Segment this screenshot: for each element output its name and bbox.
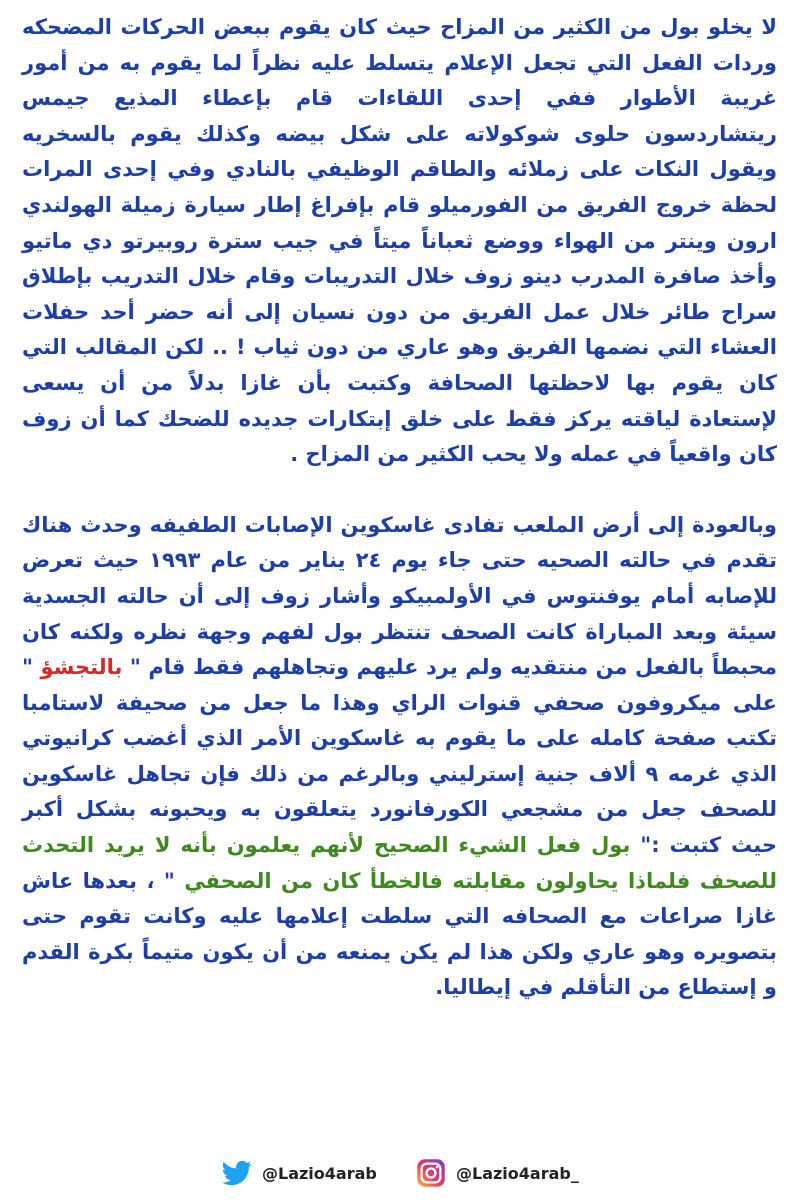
paragraph-2-part-2: " على ميكروفون صحفي قنوات الراي وهذا ما جعل من صحيفة لاستامبا تكتب صفحة كامله على ما يقوم به غاسكوين الأمر الذي أغضب كرانيوتي الذي غرمه ٩ ألاف جنية إسترليني وبالرغم من ذلك فإن تجاهل غاسكوين للصحف جعل من مشجعي الكورفانورد يتعلقون به ويحبونه بشكل أكبر حيث كتبت :" — [22, 655, 777, 858]
instagram-link[interactable] — [416, 1158, 579, 1188]
twitter-handle: @Lazio4arab — [262, 1163, 377, 1183]
twitter-bird-icon — [222, 1158, 252, 1188]
social-footer — [0, 1158, 799, 1188]
paragraph-2-part-3: " ، بعدها عاش غازا صراعات مع الصحافه التي سلطت إعلامها عليه وكانت تقوم حتى بتصويره وهو عاري ولكن هذا لم يكن يمنعه من أن يكون متيماً بكرة القدم و إستطاع من التأقلم في إيطاليا. — [22, 868, 777, 1000]
twitter-link[interactable] — [222, 1158, 377, 1188]
highlight-red-word: بالتجشؤ — [32, 655, 130, 680]
paragraph-2-part-1: وبالعودة إلى أرض الملعب تفادى غاسكوين الإصابات الطفيفه وحدث هناك تقدم في حالته الصحيه حتى جاء يوم ٢٤ يناير من عام ١٩٩٣ حيث تعرض للإصابه أمام يوفنتوس في الأولمبيكو وأشار زوف إلى أن حالته الجسدية سيئة وبعد المباراة كانت الصحف تنتظر بول لفهم وجهة نظره ولكنه كان محبطاً بالفعل من منتقديه ولم يرد عليهم وتجاهلهم فقط قام " — [22, 512, 777, 680]
paragraph-1-text: لا يخلو بول من الكثير من المزاح حيث كان يقوم ببعض الحركات المضحكه وردات الفعل التي تجعل الإعلام يتسلط عليه نظراً لما يقوم به من أمور غريبة الأطوار ففي إحدى اللقاءات قام بإعطاء المذيع جيمس ريتشاردسون حلوى شوكولاته على شكل بيضه وكذلك يقوم بالسخريه ويقول النكات على زملائه والطاقم الوظيفي بالنادي وفي إحدى المرات لحظة خروج الفريق من الفورميلو قام بإفراغ إطار سيارة زميلة الهولندي ارون وينتر من الهواء ووضع ثعباناً ميتاً في جيب سترة روبيرتو دي ماتيو وأخذ صافرة المدرب دينو زوف خلال التدريبات وقام خلال التدريب بإطلاق سراح طائر خلال عمل الفريق من دون نسيان إلى أنه حضر أحد حفلات العشاء التي نضمها الفريق وهو عاري من دون ثياب ! .. لكن المقالب التي كان يقوم بها لاحظتها الصحافة وكتبت بأن غازا بدلاً من أن يسعى لإستعادة لياقته يركز فقط على خلق إبتكارات جديده للضحك كما أن زوف كان واقعياً في عمله ولا يحب الكثير من المزاح . — [22, 15, 777, 467]
highlight-green-quote: بول فعل الشيء الصحيح لأنهم يعلمون بأنه لا يريد التحدث للصحف فلماذا يحاولون مقابلته فالخطأ كان من الصحفي — [22, 833, 778, 893]
instagram-icon — [416, 1158, 446, 1188]
instagram-handle: @Lazio4arab_ — [456, 1163, 579, 1183]
paragraph-1 — [22, 10, 777, 473]
paragraph-2 — [22, 508, 777, 1006]
article-body — [22, 10, 777, 1006]
